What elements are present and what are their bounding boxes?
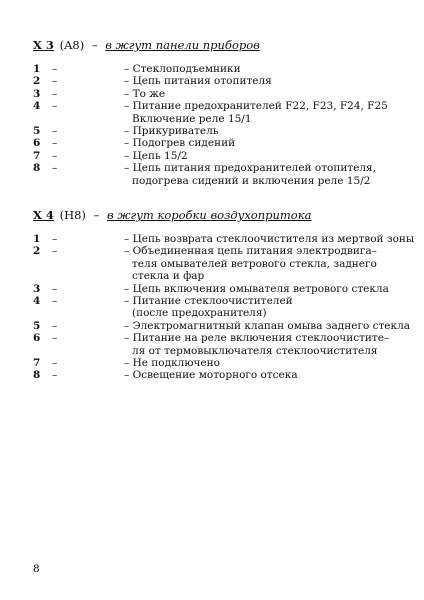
pin-description xyxy=(124,100,388,125)
description-line: – То же xyxy=(124,87,166,100)
pin-row xyxy=(33,319,411,332)
description-line: – Цепь возврата стеклоочистителя из мертвой зоны xyxy=(124,233,415,245)
pin-number: 6 xyxy=(33,332,41,345)
pin-dash: – xyxy=(52,75,58,88)
pin-description xyxy=(124,75,384,87)
description-line: – Подогрев сидений xyxy=(124,137,236,150)
page-number: 8 xyxy=(33,563,40,575)
pin-number: 1 xyxy=(33,63,41,75)
pin-number: 4 xyxy=(33,295,41,308)
pin-row xyxy=(33,88,393,100)
description-line: стекла и фар xyxy=(132,270,205,283)
pin-number: 2 xyxy=(33,75,41,88)
pin-dash: – xyxy=(52,162,58,175)
connector-label: X 4 xyxy=(33,208,54,222)
pin-number: 2 xyxy=(33,245,41,258)
pin-dash: – xyxy=(52,245,58,258)
description-line: – Питание на реле включения стеклоочистите– xyxy=(124,332,390,345)
pin-number: 3 xyxy=(33,87,41,100)
pin-dash: – xyxy=(52,233,58,245)
pin-dash: – xyxy=(52,125,58,138)
description-line: (после предохранителя) xyxy=(132,307,267,320)
pin-row xyxy=(33,75,393,87)
connector-code: (A8) xyxy=(59,38,85,52)
description-line: – Цепь 15/2 xyxy=(124,149,188,162)
pin-description xyxy=(124,282,389,295)
description-line: – Не подключено xyxy=(124,357,220,370)
pin-number: 6 xyxy=(33,137,41,150)
description-line: – Питание стеклоочистителей xyxy=(124,295,293,308)
description-line: – Электромагнитный клапан омыва заднего стекла xyxy=(124,319,411,332)
pin-dash: – xyxy=(52,369,58,382)
description-line: теля омывателей ветрового стекла, заднего xyxy=(132,257,377,270)
pin-dash: – xyxy=(52,87,58,100)
connector-code: (H8) xyxy=(59,208,86,222)
description-line: – Цепь включения омывателя ветрового стекла xyxy=(124,282,389,295)
section-header xyxy=(33,38,393,53)
connector-x3-section xyxy=(33,38,393,187)
pin-row xyxy=(33,137,393,149)
pin-number: 1 xyxy=(33,233,41,245)
pin-row xyxy=(33,100,393,125)
pin-number: 4 xyxy=(33,100,41,113)
pin-description xyxy=(124,63,384,75)
pin-description xyxy=(124,162,384,187)
header-dash: – xyxy=(93,208,100,222)
pin-number: 5 xyxy=(33,125,41,138)
pin-number: 7 xyxy=(33,357,41,370)
pin-description xyxy=(124,125,384,137)
description-line: ля от термовыключателя стеклоочистителя xyxy=(132,344,378,357)
pin-dash: – xyxy=(52,357,58,370)
description-line: Включение реле 15/1 xyxy=(132,112,252,125)
pin-list xyxy=(33,63,393,187)
connector-destination: в жгут коробки воздухопритока xyxy=(106,208,312,222)
pin-number: 7 xyxy=(33,149,41,162)
pin-dash: – xyxy=(52,332,58,345)
pin-number: 5 xyxy=(33,319,41,332)
pin-dash: – xyxy=(52,63,58,75)
pin-row xyxy=(33,125,393,137)
pin-row xyxy=(33,357,393,369)
description-line: – Стеклоподъемники xyxy=(124,63,241,75)
pin-dash: – xyxy=(52,319,58,332)
pin-description xyxy=(124,295,384,320)
description-line: – Цепь питания предохранителей отопителя, xyxy=(124,162,376,175)
description-line: – Освещение моторного отсека xyxy=(124,369,298,382)
pin-number: 8 xyxy=(33,162,41,175)
section-header xyxy=(33,208,393,223)
description-line: – Объединенная цепь питания электродвига– xyxy=(124,245,377,258)
pin-row xyxy=(33,245,393,282)
description-line: – Питание предохранителей F22, F23, F24, F25 xyxy=(124,100,388,113)
pin-description xyxy=(124,150,384,162)
pin-row xyxy=(33,63,393,75)
pin-list xyxy=(33,233,415,382)
pin-row xyxy=(33,332,393,357)
description-line: подогрева сидений и включения реле 15/2 xyxy=(132,174,371,187)
pin-row xyxy=(33,369,393,381)
description-line: – Цепь питания отопителя xyxy=(124,75,272,88)
header-dash: – xyxy=(91,38,98,52)
pin-description xyxy=(124,233,415,245)
pin-dash: – xyxy=(52,100,58,113)
pin-description xyxy=(124,357,384,369)
pin-description xyxy=(124,332,390,357)
connector-x4-section xyxy=(33,208,415,382)
pin-row xyxy=(33,295,393,320)
pin-dash: – xyxy=(52,282,58,295)
pin-dash: – xyxy=(52,137,58,150)
connector-destination: в жгут панели приборов xyxy=(105,38,260,52)
pin-row xyxy=(33,162,393,187)
pin-description xyxy=(124,369,384,381)
pin-description xyxy=(124,319,411,332)
pin-row xyxy=(33,150,393,162)
description-line: – Прикуриватель xyxy=(124,125,219,138)
pin-dash: – xyxy=(52,295,58,308)
connector-label: X 3 xyxy=(33,38,54,52)
pin-row xyxy=(33,283,393,295)
pin-row xyxy=(33,233,415,245)
pin-dash: – xyxy=(52,149,58,162)
pin-number: 3 xyxy=(33,282,41,295)
pin-description xyxy=(124,245,384,282)
pin-description xyxy=(124,137,384,149)
pin-description xyxy=(124,88,384,100)
pin-number: 8 xyxy=(33,369,41,382)
